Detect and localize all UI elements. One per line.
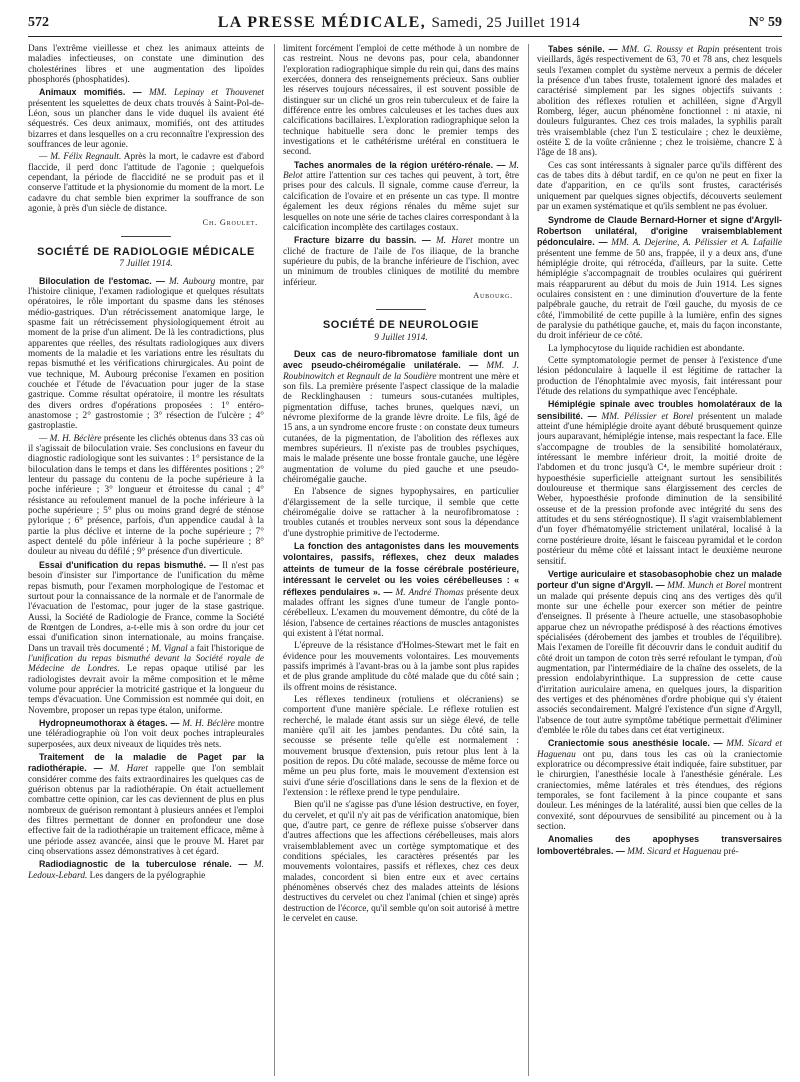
article-text: présentent un malade atteint d'une hémiplégie droite ayant débuté brusquement quinze jours auparavant, hémiplégie intense, mais respectant la face. Elle s'accompagne de troubles de la sensibilité homolatéraux, intéressant le membre inférieur droit, la moitié droite de l'abdomen et du tronc jusqu'à C⁴, le membre supérieur droit : hypoesthésie superficielle atteignant surtout les sensibilités douloureuse et thermique sans élargissement des cercles de Weber, hypoesthésie profonde diminution de la sensibilité osseuse et de la pression profonde avec intégrité du sens des attitudes et du sens stéréognostique). Il s'agit vraisemblablement d'un foyer d'hématomyélie strictement unilatéral, localisé à la corne postérieure droite, lésant le faisceau pyramidal et le cordon postérieur du même côté et laissant intact le deuxième neurone sensitif. [537,411,782,567]
paragraph: La lymphocytose du liquide rachidien est abondante. [548,343,745,354]
article-author: MM. Sicard et Haguenau [537,739,782,760]
separator [376,309,426,310]
article-title: Fracture bizarre du bassin. — [294,235,431,246]
article-tuberculose [28,859,264,881]
article-text: Les dangers de la pyélographie [89,870,206,881]
article-title: Tabes sénile. — [548,44,618,54]
paragraph: Cette symptomatologie permet de penser à l'existence d'une lésion pédonculaire à laquelle il est légitime de rattacher la production de l'énophtalmie avec myosis, fait intéressant pour l'étude des relations du sympathique avec l'encéphale. [537,355,782,397]
article-syndrome [537,215,782,342]
article-title: Vertige auriculaire et stasobasophobie chez un malade porteur d'un signe d'Argyll. — [537,568,782,591]
article-text: rappelle que l'on semblait considérer comme des faits extraordinaires les quelques cas de guérison obtenus par la radiothérapie. On était actuellement combattre cette opinion, car les cas deviennent de plus en plus nombreux de guérison remontant à plusieurs années et l'emploi des filtres permettant de donner en profondeur une dose effective fait de la radiothérapie un traitement efficace, même à une période assez avancée, ainsi que le prouve M. Haret par cinq observations assez démonstratives à cet égard. [28,764,264,858]
article-tabes [537,44,782,159]
article-text: pré- [723,846,739,857]
article-craniectomie [537,738,782,832]
signature: Aubourg. [473,290,513,300]
article-title: Biloculation de l'estomac. — [39,275,165,286]
article-italic: l'unification du repas bismuthé devant la Société royale de Médecine de Londres. [28,653,264,675]
article-title: Radiodiagnostic de la tuberculose rénale. — [39,859,248,870]
journal-title [218,14,580,32]
article-author: M. Vignal [151,643,188,654]
article-title: Animaux momifiés. — [39,87,142,98]
article-author: MM. Lepinay et Thouvenet [148,88,264,99]
article-author: M. Aubourg [169,276,216,287]
article-text: présentent trois vieillards, âgés respectivement de 63, 70 et 78 ans, chez lesquels seuls l'examen complet du système nerveux a permis de déceler la présence d'un tabes fruste, totalement ignoré des malades et caractérisé simplement par les signes objectifs suivants : abolition des réflexes rotulien et achilléen, signe d'Argyll Romberg, léger, aucun phénomène fonctionnel : ni ataxie, ni douleurs fulgurantes. Chez ces trois malades, la syphilis paraît très vraisemblable (chez l'un Σ testiculaire ; chez le deuxième, ostéite Σ de la voûte crânienne ; chez le troisième, chancre Σ à l'âge de 18 ans). [537,45,782,159]
article-author: MM. A. Dejerine, A. Pélissier et A. Lafaille [611,238,782,249]
article-biloculation [28,276,264,432]
article-hemiplegie [537,399,782,567]
paragraph: Les réflexes tendineux (rotuliens et olécraniens) se comportent d'une manière spéciale. Le réflexe rotulien est recherché, le malade étant assis sur un siège élevé, de telle manière qu'il ait les jambes pendantes. Du côté sain, la secousse se présente telle qu'elle est normalement : mouvement brusque d'extension, puis retour plus lent à la position de repos. Du côté malade, secousse de même force ou même un peu plus forte, mais le mouvement d'extension est suivi d'une série d'oscillations dans le sens de la flexion et de l'extension : le réflexe prend le type pendulaire. [283,694,519,799]
article-title: Craniectomie sous anesthésie locale. — [548,738,723,749]
article-text: présentent les squelettes de deux chats trouvés à Saint-Pol-de-Léon, sous un plancher dans le vide duquel ils avaient été séquestrés. Ces deux animaux, momifiés, ont des attitudes bizarres et dans lesquelles on a cru reconnaître l'expression des souffrances de leur agonie. [28,98,264,151]
article-text: montrent un malade qui présente depuis cinq ans des vertiges dès qu'il monte sur une échelle pour exercer son métier de peintre d'enseignes. Il présente à l'heure actuelle, une stasobasophobie apparue chez un névropathe prédisposé à des réactions émotives spécialisées (dérobement des jambes et troubles de l'équilibre). Mais l'examen de l'oreille fit découvrir dans le conduit auditif du côté droit un tampon de coton très serré refoulant le tympan, d'où augmentation, par l'intermédiaire de la chaîne des osselets, de la pression endolabyrinthique. La suppression de cette cause d'irritation auriculaire amena, en quelques jours, la disparition des vertiges et des phénomènes d'ordre phobique qui s'y étaient associés secondairement. Malgré l'existence d'un signe d'Argyll, l'absence de tout autre symptôme tabétique permettait d'éliminer d'emblée le rôle du tabes dans cet état vertigineux. [537,581,782,736]
society-heading: SOCIÉTÉ DE NEUROLOGIE [322,319,480,332]
article-text: montre, par l'histoire clinique, l'examen radiologique et quelques résultats opératoires, le rôle important du spasme dans les sténoses médio-gastriques. D'un rétrécissement anatomique large, le spasme fait un rétrécissement physiologiquement étroit au moment de la prise d'un aliment. De là les contradictions, plus apparentes que réelles, des résultats radiologiques aux divers moments de la maladie et les variations entre les résultats du repas bismuthé et les vérifications chirurgicales. Au point de vue technique, M. Aubourg préconise l'examen en position couchée et l'étude de l'évacuation pour juger de la stase gastrique. Comme résultat opératoire, il montre les résultats des divers ordres d'opérations proposées : 1° entéro-anastomose ; 2° gastrostomie ; 3° résection de l'ulcère ; 4° gastroplastie. [28,276,264,432]
session-date: 7 Juillet 1914. [119,259,173,270]
article-text: montrent une mère et son fils. La première présente l'aspect classique de la maladie de Recklinghausen : tumeurs sous-cutanées multiples, pigmentation diffuse, taches brunes, quelques nævi, un névrome plexiforme de la grande lèvre droite. Le fils, âgé de 15 ans, a un syndrome encore fruste : on constate deux tumeurs cutanées, de la pigmentation, de l'abolition des réflexes aux membres supérieurs. Il n'existe pas de troubles psychiques, mais le malade présente une bosse frontale gauche, une légère augmentation de volume du pied gauche et une pseudo-chéiromégalie gauche. [283,371,519,486]
article-author: M. André Thomas [395,587,464,598]
paragraph: Bien qu'il ne s'agisse pas d'une lésion destructive, en foyer, du cervelet, et qu'il n'y ait pas de vérification anatomique, bien que, d'autre part, ce genre de réflexe puisse s'observer dans d'autres affections que les affections cérébelleuses, mais alors vraisemblablement avec un cortège symptomatique et des conditions spéciales, les caractères présentés par les mouvements volontaires, passifs et réflexes, chez ces deux malades, concordent si bien entre eux et avec certains phénomènes observés chez des malades atteints de lésions destructives du cervelet ou chez l'animal (chien et singe) après destruction de l'écorce, qu'il semble qu'on soit autorisé à mettre le cervelet en cause. [283,800,519,925]
article-essai [28,560,264,716]
article-author: MM. G. Roussy et Rapin [621,45,720,55]
issue-number: N° 59 [748,15,782,30]
issue-date: Samedi, 25 Juillet 1914 [431,15,581,31]
article-title: Essai d'unification du repas bismuthé. — [39,559,219,570]
article-regnault [28,152,264,214]
article-anomalies [537,834,782,857]
article-text: Il n'est pas besoin d'insister sur l'importance de l'unification du même repas bismuth, pour l'examen morphologique de l'estomac et surtout pour la connaissance de la normale et de l'anormale de l'évacuation de l'estomac, pour juger de la stase gastrique. Aussi, la Société de Radiologie de France, comme la Société de Rœntgen de Londres, a-t-elle mis à son ordre du jour cet essai d'unification sinon internationale, au moins française. Dans un travail très documenté ; [28,560,264,654]
article-author: M. Haret [436,236,473,247]
article-vertige [537,569,782,737]
article-text: présentent une femme de 50 ans, frappée, il y a deux ans, d'une hémiplégie droite, qui rétrocéda, d'ailleurs, par la suite. Cette hémiplégie s'accompagnait de troubles oculaires qui guérirent mais réapparurent au début du mois de Juin 1914. Les signes oculaires consistent en : une diminution d'ouverture de la fente palpébrale gauche, du retrait de l'œil gauche, du myosis de ce côté, l'immobilité de cette pupille à la lumière, enfin des signes de paralysie du pathétique gauche, et, mais du façon inconstante, du droit inférieur de ce côté. [537,248,782,342]
society-heading: SOCIÉTÉ DE RADIOLOGIE MÉDICALE [37,245,255,258]
paragraph: Dans l'extrême vieillesse et chez les animaux atteints de maladies infectieuses, on constate une diminution des cholestérines libres et une augmentation des lipoïdes phosphorés (phosphatides). [28,44,264,86]
article-author: MM. Pélissier et Borel [601,411,694,422]
article-text: a fait l'historique de [190,643,264,654]
article-neurofibromatose [283,349,519,485]
article-title: Syndrome de Claude Bernard-Horner et signe d'Argyll-Robertson unilatéral, d'origine vraisemblablement pédonculaire. — [537,214,782,248]
article-beclere [28,434,264,558]
article-text: montre une téléradiographie où l'on voit deux poches intrapleurales superposées, aux deux niveaux de liquides très nets. [28,718,264,750]
signature: Ch. Groulet. [202,217,258,227]
article-author: M. H. Béclère [182,718,235,729]
article-title: Deux cas de neuro-fibromatose familiale dont un avec pseudo-chéiromégalie unilatérale. — [283,348,519,371]
column-2 [283,44,519,1076]
article-text: attire l'attention sur ces taches qui peuvent, à tort, être prises pour des calculs. Il signale, comme cause d'erreur, la calcification de l'ovaire et en présente un cas type. Il montre également les deux régions rénales du même sujet sur lesquelles on note une série de taches claires correspondant à la calcification incomplète des cartilages costaux. [283,171,519,233]
article-antagonistes [283,541,519,639]
article-author: M. Ledoux-Lebard. [28,860,264,881]
article-animaux [28,87,264,150]
article-author: — M. Félix Regnault. [39,152,122,163]
paragraph: Ces cas sont intéressants à signaler parce qu'ils diffèrent des cas de tabes dits à début tardif, en ce qu'on ne peut en fixer la date d'apparition, en ce qu'ils sont frustes, caractérisés uniquement par quelques signes objectifs, découverts seulement par un examen systématique et qu'ils semblent ne pas évoluer. [537,160,782,213]
article-hydro [28,718,264,750]
journal-name: LA PRESSE MÉDICALE, [217,14,427,31]
session-date: 9 Juillet 1914. [374,332,428,343]
article-author: MM. J. Roubinowitch et Regnault de la Soudière [283,361,519,382]
article-paget [28,752,264,857]
column-1 [28,44,264,1076]
separator [121,236,171,237]
article-author: MM. Sicard et Haguenau [627,846,722,857]
article-text: présente deux malades offrant les signes d'une tumeur de l'angle ponto-cérébelleux. L'examen du mouvement démontre, du côté de la lésion, l'absence de certaines réactions de muscles antagonistes qui existent à l'état normal. [283,587,519,639]
article-text: présente les clichés obtenus dans 33 cas où il s'agissait de biloculation vraie. Ses conclusions en faveur du diagnostic radiologique sont les suivantes : 1° persistance de la biloculation dans le temps et dans les différentes positions ; 2° lenteur du passage du contenu de la poche supérieure à la poche inférieure ; 3° longueur et étroitesse du canal ; 4° résistance au refoulement manuel de la poche inférieure à la poche supérieure ; 5° plus ou moins grand degré de sténose pylorique ; 6° présence, parfois, d'un appendice caudal à la partie la plus déclive et interne de la poche supérieure ; 7° aspect dentelé du pôle inférieur à la poche supérieure ; 8° douleur au niveau du défilé ; 9° présence d'un diverticule. [28,433,264,558]
paragraph: En l'absence de signes hypophysaires, en particulier d'élargissement de la selle turcique, il semble que cette chéiromégalie doive se rattacher à la neurofibromatose : troubles cutanés et troubles nerveux sont sous la dépendance d'une dystrophie primitive de l'ectoderme. [283,487,519,539]
article-author: — M. H. Béclère [39,433,102,444]
column-rule [274,44,275,1076]
column-rule [528,44,529,1076]
article-title: La fonction des antagonistes dans les mouvements volontaires, passifs, réflexes, chez deux malades atteints de tumeur de la fosse cérébrale postérieure, intéressant le cervelet ou les voies cérébelleuses : « réflexes pendulaires ». — [283,541,519,597]
article-author: M. Haret [109,764,148,775]
article-title: Anomalies des apophyses transversaires lombovertébrales. — [537,834,782,856]
paragraph: limitent forcément l'emploi de cette méthode à un nombre de cas restreint. Nous ne devons pas, pour cela, abandonner l'exploration radiographique simple du rein qui, dans des mains exercées, donnera des renseignements précieux. Sans oublier les réserves toujours nécessaires, il est souvent possible de distinguer sur un cliché un gros rein tuberculeux et de faire la différence entre les ombres calculeuses et les taches dues aux calcifications bacillaires. L'exploration radiographique selon la technique habituelle sera donc le premier temps des investigations et le cathétérisme urétéral en constituera le second. [283,44,519,158]
page-number: 572 [28,15,49,30]
paragraph: L'épreuve de la résistance d'Holmes-Stewart met le fait en évidence pour les mouvements volontaires. Les mouvements passifs imprimés à l'avant-bras ou à la jambe sont plus rapides et de plus grande amplitude du côté malade que du côté sain ; ils offrent moins de résistance. [283,641,519,693]
article-text: montre un cliché de fracture de l'aile de l'os iliaque, de la branche supérieure du pubis, de la branche inférieure de l'ischion, avec un minimum de troubles cliniques de motilité du membre inférieur. [283,236,519,288]
article-text: ont pu, dans tous les cas où la craniectomie exploratrice ou décompressive était indiquée, faire substituer, par le chirurgien, l'anesthésie locale à l'anesthésie générale. Les craniectomies, même latérales et très étendues, des régions temporales, se font facilement à la pince coupante et sans douleur. Les méninges de la latéralité, aussi bien que celles de la convexité, sont dépourvues de sensibilité au pincement ou à la section. [537,749,782,833]
column-3 [537,44,782,1076]
article-text: Après la mort, le cadavre est d'abord flaccide, il perd donc l'attitude de l'agonie ; quelquefois cependant, la période de flaccidité ne se produit pas et il conserve l'attitude et la physionomie du moment de la mort. Le cadavre du chat semble bien exprimer la souffrance de son agonie, à près d'un siècle de distance. [28,152,264,215]
article-taches [283,160,519,233]
page-header [28,10,782,37]
article-title: Hydropneumothorax à étages. — [39,717,180,728]
article-fracture [283,235,519,288]
article-author: MM. Munch et Borel [667,581,746,592]
article-author: M. Belot [283,160,519,182]
article-text: Le repas opaque utilisé par les radiologistes devrait avoir la même composition et le même volume pour apprécier la motricité gastrique et la longueur du temps d'évacuation. Une Commission est nommée qui doit, en Novembre, proposer un repas type étalon, uniforme. [28,664,264,716]
article-title: Hémiplégie spinale avec troubles homolatéraux de la sensibilité. — [537,399,782,421]
article-title: Taches anormales de la région urétéro-rénale. — [294,159,506,170]
article-title: Traitement de la maladie de Paget par la radiothérapie. — [28,752,264,774]
